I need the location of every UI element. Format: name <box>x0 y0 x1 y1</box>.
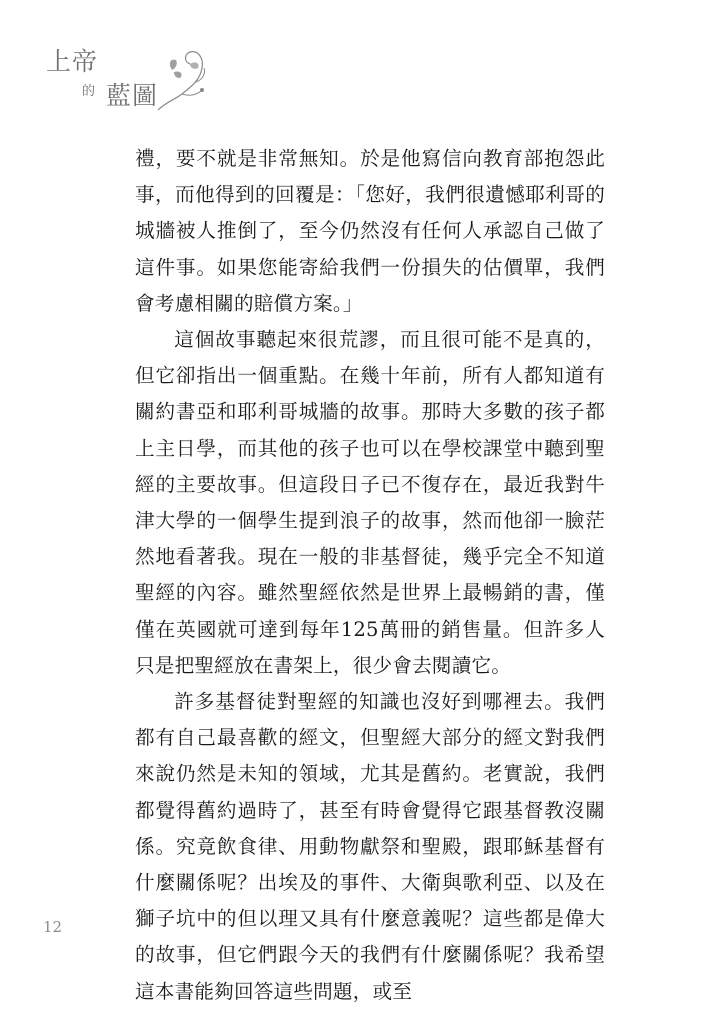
paragraph-2: 這個故事聽起來很荒謬，而且很可能不是真的，但它卻指出一個重點。在幾十年前，所有人都知道有關約書亞和耶利哥城牆的故事。那時大多數的孩子都上主日學，而其他的孩子也可以在學校課堂中聽到聖經的主要故事。但這段日子已不復存在，最近我對牛津大學的一個學生提到浪子的故事，然而他卻一臉茫然地看著我。現在一般的非基督徒，幾乎完全不知道聖經的內容。雖然聖經依然是世界上最暢銷的書，僅僅在英國就可達到每年125萬冊的銷售量。但許多人只是把聖經放在書架上，很少會去閱讀它。 <box>135 328 605 677</box>
book-title-part-3: 藍圖 <box>106 81 159 110</box>
body-text <box>135 141 605 1010</box>
page-number: 12 <box>43 918 63 936</box>
paragraph-3: 許多基督徒對聖經的知識也沒好到哪裡去。我們都有自己最喜歡的經文，但聖經大部分的經文對我們來說仍然是未知的領域，尤其是舊約。老實說，我們都覺得舊約過時了，甚至有時會覺得它跟基督教沒關係。究竟飲食律、用動物獻祭和聖殿，跟耶穌基督有什麼關係呢？出埃及的事件、大衛與歌利亞、以及在獅子坑中的但以理又具有什麼意義呢？這些都是偉大的故事，但它們跟今天的我們有什麼關係呢？我希望這本書能夠回答這些問題，或至 <box>135 690 605 1003</box>
book-title-part-1: 上帝 <box>46 47 99 76</box>
book-title-part-2: 的 <box>82 84 96 99</box>
paragraph-1: 禮，要不就是非常無知。於是他寫信向教育部抱怨此事，而他得到的回覆是：「您好，我們很遺憾耶利哥的城牆被人推倒了，至今仍然沒有任何人承認自己做了這件事。如果您能寄給我們一份損失的估價單，我們會考慮相關的賠償方案。」 <box>135 147 605 315</box>
running-header <box>44 36 214 116</box>
vine-ornament-icon <box>152 40 212 112</box>
